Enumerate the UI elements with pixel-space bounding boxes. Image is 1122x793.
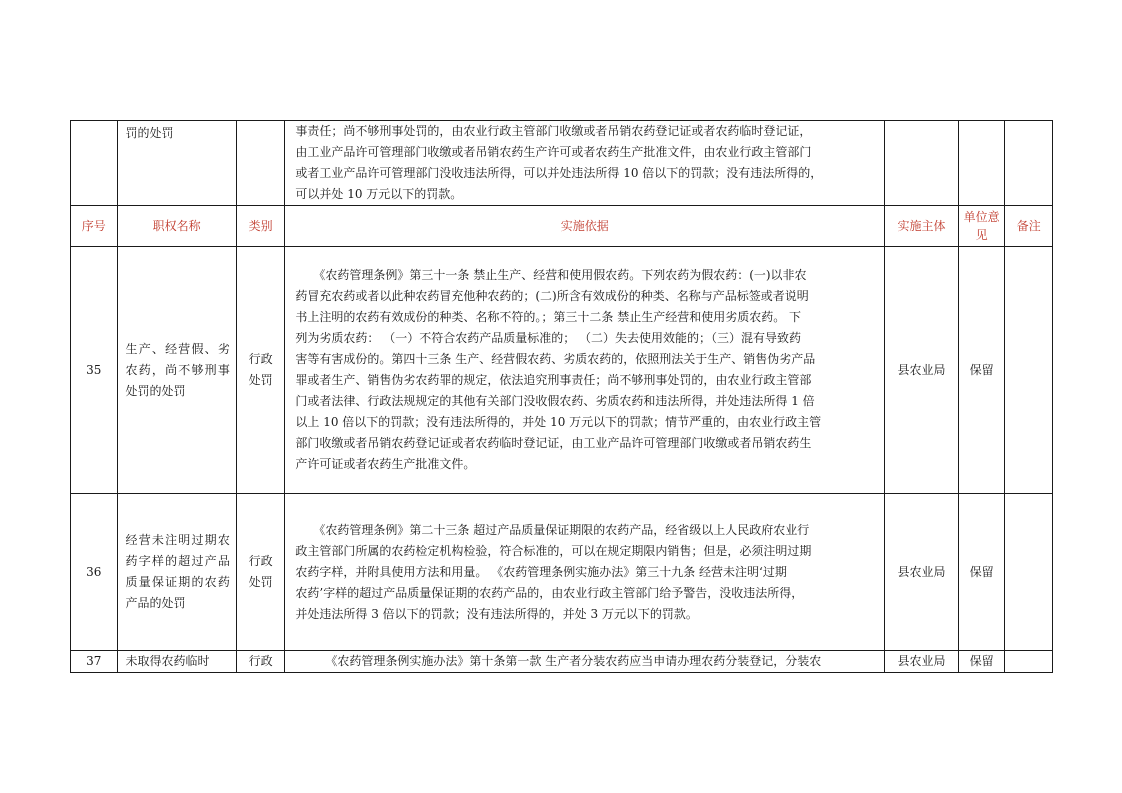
cell-no: 37: [71, 651, 118, 673]
cell-type: 行政: [236, 651, 285, 673]
cell-name: 未取得农药临时: [117, 651, 236, 673]
cell-opinion: 保留: [958, 651, 1005, 673]
cell-basis: [285, 121, 885, 206]
header-row: [71, 206, 1053, 247]
cell-note: [1005, 247, 1053, 494]
cell-no: 35: [71, 247, 118, 494]
cell-name: 经营未注明过期农药字样的超过产品质量保证期的农药产品的处罚: [117, 494, 236, 651]
cell-type: 行政处罚: [236, 247, 285, 494]
cell-name: 罚的处罚: [117, 121, 236, 206]
cell-basis: [285, 494, 885, 651]
cell-basis: [285, 651, 885, 673]
cell-name: 生产、经营假、劣农药，尚不够刑事处罚的处罚: [117, 247, 236, 494]
cell-opinion: [958, 121, 1005, 206]
header-subject: 实施主体: [885, 206, 959, 247]
cell-subject: [885, 121, 959, 206]
basis-text: 《农药管理条例》第三十一条 禁止生产、经营和使用假农药。下列农药为假农药：(一)以非农 药冒充农药或者以此种农药冒充他种农药的；(二)所含有效成份的种类、名称与产品标签或者说明 书上注明的农药有效成份的种类、名称不符的。；第三十二条 禁止生产经营和使用劣质农药。 下 列为劣质农药： （一）不符合农药产品质量标准的； （二）失去使用效能的；（三）混有导致药 害等有害成份的。第四十三条 生产、经营假农药、劣质农药的，依照刑法关于生产、销售伪劣产品 罪或者生产、销售伪劣农药罪的规定，依法追究刑事责任；尚不够刑事处罚的，由农业行政主管部 门或者法律、行政法规规定的其他有关部门没收假农药、劣质农药和违法所得，并处违法所得 1 倍 以上 10 倍以下的罚款；没有违法所得的，并处 10 万元以下的罚款；情节严重的，由农业行政主管 部门收缴或者吊销农药登记证或者农药临时登记证，由工业产品许可管理部门收缴或者吊销农药生 产许可证或者农药生产批准文件。: [295, 268, 822, 471]
header-no: 序号: [71, 206, 118, 247]
authority-table: [70, 120, 1053, 673]
cell-subject: 县农业局: [885, 247, 959, 494]
cell-note: [1005, 494, 1053, 651]
header-opinion: 单位意见: [958, 206, 1005, 247]
cell-type: 行政处罚: [236, 494, 285, 651]
cell-basis: [285, 247, 885, 494]
cell-note: [1005, 121, 1053, 206]
cell-subject: 县农业局: [885, 651, 959, 673]
basis-text: 事责任；尚不够刑事处罚的，由农业行政主管部门收缴或者吊销农药登记证或者农药临时登记证， 由工业产品许可管理部门收缴或者吊销农药生产许可或者农药生产批准文件，由农业行政主管部门 或者工业产品许可管理部门没收违法所得，可以并处违法所得 10 倍以下的罚款；没有违法所得的， 可以并处 10 万元以下的罚款。: [295, 124, 823, 201]
cell-no: [71, 121, 118, 206]
cell-opinion: 保留: [958, 494, 1005, 651]
basis-text: 《农药管理条例实施办法》第十条第一款 生产者分装农药应当申请办理农药分装登记，分装农: [325, 654, 822, 668]
cell-note: [1005, 651, 1053, 673]
table-row: [71, 247, 1053, 494]
continued-row: [71, 121, 1053, 206]
cell-type: [236, 121, 285, 206]
cell-subject: 县农业局: [885, 494, 959, 651]
cell-opinion: 保留: [958, 247, 1005, 494]
header-note: 备注: [1005, 206, 1053, 247]
basis-text: 《农药管理条例》第二十三条 超过产品质量保证期限的农药产品，经省级以上人民政府农业行 政主管部门所属的农药检定机构检验，符合标准的，可以在规定期限内销售；但是，必须注明过期 农药字样，并附具使用方法和用量。 《农药管理条例实施办法》第三十九条 经营未注明‘过期 农药’字样的超过产品质量保证期的农药产品的，由农业行政主管部门给予警告，没收违法所得， 并处违法所得 3 倍以下的罚款；没有违法所得的，并处 3 万元以下的罚款。: [295, 522, 812, 621]
header-basis: 实施依据: [285, 206, 885, 247]
header-type: 类别: [236, 206, 285, 247]
cell-no: 36: [71, 494, 118, 651]
table-row: [71, 494, 1053, 651]
table-row: [71, 651, 1053, 673]
header-name: 职权名称: [117, 206, 236, 247]
